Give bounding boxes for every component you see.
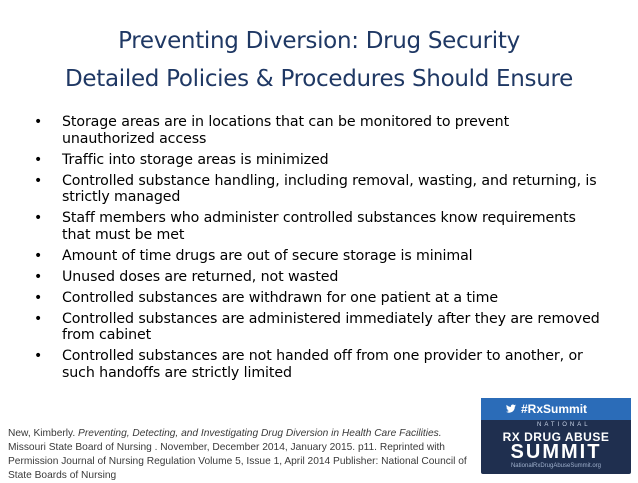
list-item [28,210,603,243]
bullet-text: Traffic into storage areas is minimized [62,151,329,168]
list-item [28,311,603,344]
bullet-icon: • [34,114,43,130]
rx-summit-logo [481,398,631,474]
logo-line-2: SUMMIT [510,441,602,463]
bullet-text: Staff members who administer controlled substances know requirements that must be met [62,210,576,243]
title-line-2: Detailed Policies & Procedures Should Ensure [65,66,573,92]
citation [8,427,478,483]
bullet-icon: • [34,289,43,306]
bullet-icon: • [34,268,43,285]
bullet-icon: • [34,151,43,168]
logo-line-1: RX DRUG ABUSE [502,430,610,444]
citation-rest: Missouri State Board of Nursing . November, December 2014, January 2015. p11. Reprinted with Permission Journal of Nursing Regulation Volume 5, Issue 1, April 2014 Publisher: National Council of State Boards of Nursing [8,442,467,481]
bullet-text: Controlled substances are not handed off from one provider to another, or such handoffs are strictly limited [62,348,583,381]
list-item [28,269,603,286]
citation-author: New, Kimberly. [8,428,76,439]
bullet-icon: • [34,310,43,327]
bullet-list [28,114,603,386]
slide-title [0,22,638,98]
bullet-text: Controlled substance handling, including removal, wasting, and returning, is strictly managed [62,172,597,205]
bullet-text: Controlled substances are administered immediately after they are removed from cabinet [62,310,600,343]
list-item [28,248,603,265]
list-item [28,152,603,169]
bullet-text: Amount of time drugs are out of secure storage is minimal [62,247,473,264]
bullet-icon: • [34,247,43,264]
list-item [28,173,603,206]
list-item [28,114,603,147]
list-item [28,290,603,307]
logo-top-text: NATIONAL [537,422,591,428]
bullet-icon: • [34,348,43,364]
citation-work: Preventing, Detecting, and Investigating Drug Diversion in Health Care Facilities. [78,428,442,439]
logo-website: NationalRxDrugAbuseSummit.org [510,463,602,469]
bullet-icon: • [34,210,43,226]
bullet-text: Storage areas are in locations that can be monitored to prevent unauthorized access [62,114,510,147]
list-item [28,348,603,381]
bullet-text: Unused doses are returned, not wasted [62,268,339,285]
bullet-icon: • [34,172,43,189]
bullet-text: Controlled substances are withdrawn for one patient at a time [62,289,498,306]
twitter-bird-icon [505,403,517,415]
hashtag-banner: #RxSummit [481,398,631,420]
title-line-1: Preventing Diversion: Drug Security [118,28,520,54]
